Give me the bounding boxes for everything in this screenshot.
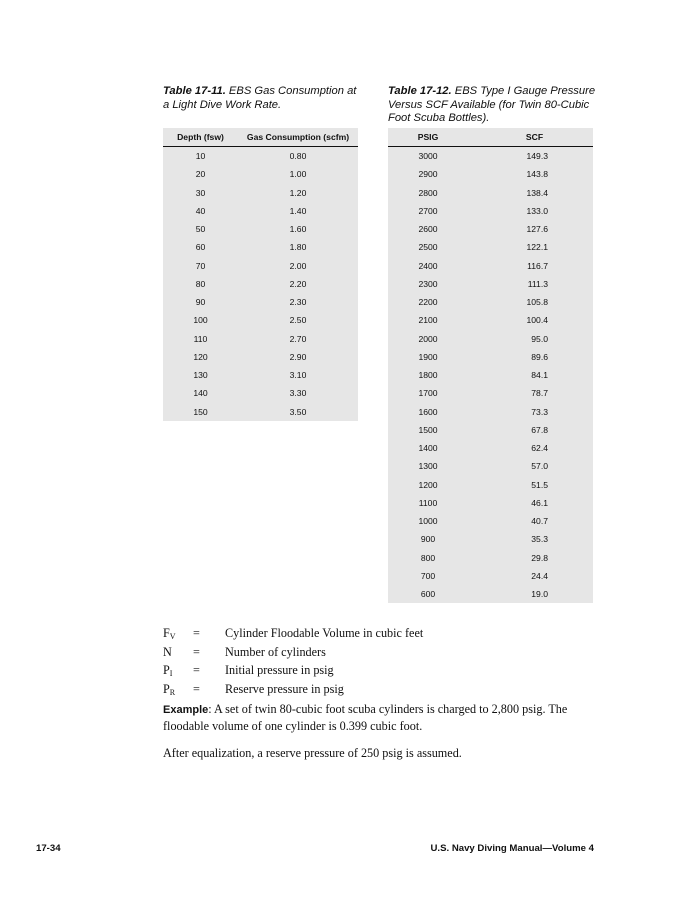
gas-consumption-table [163,128,358,421]
cell-value: 122.1 [526,242,548,253]
table-row [163,238,358,256]
table-row [388,530,593,548]
definition-row [163,626,423,645]
cell-value: 1.00 [289,169,307,180]
cell-value: 2.30 [289,297,307,308]
cell-key: 1100 [418,497,438,508]
cell-value: 3.30 [289,388,307,399]
table-row [388,238,593,256]
definition-text: Initial pressure in psig [225,663,334,678]
caption-label: Table 17-12. [388,85,452,97]
cell-value: 29.8 [531,552,548,563]
cell-value: 1.40 [289,205,307,216]
cell-key: 80 [195,278,206,289]
table-row [388,549,593,567]
definition-row [163,663,423,682]
cell-value: 40.7 [531,516,548,527]
cell-value: 133.0 [526,205,548,216]
cell-key: 100 [193,315,208,326]
cell-key: 700 [420,570,436,581]
cell-key: 2100 [418,315,438,326]
cell-value: 127.6 [526,224,548,235]
definition-symbol [163,663,193,682]
cell-key: 140 [193,388,208,399]
cell-value: 78.7 [531,388,548,399]
symbol-subscript: V [169,632,176,641]
cell-key: 2400 [418,260,438,271]
cell-key: 1200 [418,479,438,490]
cell-value: 89.6 [531,351,548,362]
header-gas-consumption: Gas Consumption (scfm) [246,132,350,142]
cell-key: 2500 [418,242,438,253]
cell-key: 1800 [418,370,438,381]
cell-value: 57.0 [531,461,548,472]
definition-symbol [163,682,193,701]
after-equalization-paragraph: After equalization, a reserve pressure of 250 psig is assumed. [163,746,462,760]
table-row [388,585,593,603]
caption-text: EBS Gas Consumption at a Light Dive Work Rate. [163,85,357,111]
table-row [388,293,593,311]
cell-key: 90 [195,297,206,308]
table-row [388,330,593,348]
table-row [388,439,593,457]
cell-value: 105.8 [526,297,548,308]
cell-key: 110 [193,333,208,344]
table-row [163,147,358,165]
cell-value: 24.4 [531,570,548,581]
definition-text: Cylinder Floodable Volume in cubic feet [225,626,424,640]
cell-key: 130 [193,370,208,381]
definition-row [163,645,423,664]
table-row [163,257,358,275]
cell-value: 46.1 [531,497,548,508]
table-row [163,293,358,311]
cell-value: 2.90 [289,351,307,362]
cell-value: 3.10 [289,370,307,381]
cell-key: 900 [420,534,436,545]
cell-value: 51.5 [531,479,548,490]
cell-key: 40 [195,205,206,216]
table-row [388,457,593,475]
definition-symbol [163,626,193,645]
symbol-base: N [163,644,172,659]
cell-value: 62.4 [531,443,548,454]
cell-key: 800 [420,552,436,563]
cell-key: 2200 [418,297,438,308]
cell-value: 1.20 [289,187,307,198]
cell-value: 1.80 [289,242,307,253]
cell-value: 143.8 [526,169,548,180]
cell-key: 2300 [418,278,438,289]
table-row [163,311,358,329]
table-row [388,202,593,220]
table-row [388,366,593,384]
table-row [388,403,593,421]
cell-key: 10 [195,151,206,162]
table-17-11-caption [163,85,363,112]
table-body [388,147,593,603]
table-row [388,384,593,402]
table-row [388,348,593,366]
cell-key: 1500 [418,424,438,435]
header-scf: SCF [525,132,544,142]
table-row [163,275,358,293]
symbol-base: P [163,681,170,696]
page-number: 17-34 [36,843,61,854]
symbol-subscript: I [169,669,173,679]
cell-key: 1000 [418,516,438,527]
table-row [163,403,358,421]
symbol-base: F [163,626,170,640]
definition-text: Number of cylinders [225,644,326,659]
cell-value: 1.60 [289,224,307,235]
example-paragraph [163,702,603,734]
table-row [163,220,358,238]
table-row [388,184,593,202]
cell-key: 150 [193,406,208,417]
cell-key: 1400 [418,443,438,454]
cell-value: 100.4 [526,315,548,326]
cell-key: 70 [195,260,206,271]
definition-row [163,682,423,701]
cell-value: 149.3 [526,151,548,162]
cell-value: 35.3 [531,534,548,545]
table-row [163,348,358,366]
equals-sign: = [193,663,200,678]
table-row [388,147,593,165]
cell-key: 2700 [418,205,438,216]
cell-key: 1700 [418,388,438,399]
header-depth: Depth (fsw) [177,132,224,142]
symbol-subscript: R [169,687,176,697]
cell-value: 111.3 [527,278,548,289]
gauge-pressure-table [388,128,593,603]
table-row [163,184,358,202]
cell-key: 1600 [418,406,438,417]
table-row [163,330,358,348]
cell-value: 3.50 [289,406,307,417]
table-row [163,165,358,183]
cell-key: 3000 [418,151,438,162]
example-text: : A set of twin 80-cubic foot scuba cylinders is charged to 2,800 psig. The floodable volume of one cylinder is 0.399 cubic foot. [163,702,568,733]
header-psig: PSIG [417,132,439,142]
table-body [163,147,358,421]
cell-value: 95.0 [531,333,548,344]
table-row [388,512,593,530]
table-row [163,202,358,220]
cell-key: 2900 [418,169,438,180]
cell-key: 600 [420,589,436,600]
cell-key: 120 [193,351,208,362]
symbol-base: P [163,663,170,678]
definition-symbol [163,645,193,664]
cell-key: 1300 [418,461,438,472]
cell-key: 2600 [418,224,438,235]
table-row [388,494,593,512]
cell-value: 67.8 [531,424,548,435]
cell-value: 2.50 [289,315,307,326]
cell-key: 60 [195,242,206,253]
cell-value: 2.00 [289,260,307,271]
cell-key: 2000 [418,333,438,344]
table-row [388,567,593,585]
table-row [388,421,593,439]
manual-title: U.S. Navy Diving Manual—Volume 4 [430,843,594,854]
table-row [388,220,593,238]
cell-value: 2.20 [289,278,307,289]
example-lead: Example [163,704,209,716]
caption-label: Table 17-11. [163,85,226,97]
cell-value: 138.4 [526,187,548,198]
cell-key: 2800 [418,187,438,198]
table-row [163,366,358,384]
table-row [388,476,593,494]
table-17-12-caption [388,85,603,126]
definition-text: Reserve pressure in psig [225,681,344,696]
table-row [388,275,593,293]
cell-value: 116.7 [527,260,548,271]
table-row [388,257,593,275]
variable-definitions [163,626,423,700]
equals-sign: = [193,644,200,659]
table-row [388,311,593,329]
cell-key: 50 [195,224,206,235]
cell-value: 2.70 [289,333,307,344]
cell-key: 20 [195,169,206,180]
cell-value: 0.80 [289,151,307,162]
table-row [388,165,593,183]
caption-text: EBS Type I Gauge Pressure Versus SCF Available (for Twin 80-Cubic Foot Scuba Bottles). [388,85,596,124]
equals-sign: = [193,626,200,640]
cell-key: 1900 [418,351,438,362]
cell-value: 19.0 [531,589,548,600]
cell-key: 30 [195,187,206,198]
table-row [163,384,358,402]
table-header [163,128,358,147]
table-header [388,128,593,147]
cell-value: 84.1 [531,370,548,381]
cell-value: 73.3 [531,406,548,417]
equals-sign: = [193,681,200,696]
